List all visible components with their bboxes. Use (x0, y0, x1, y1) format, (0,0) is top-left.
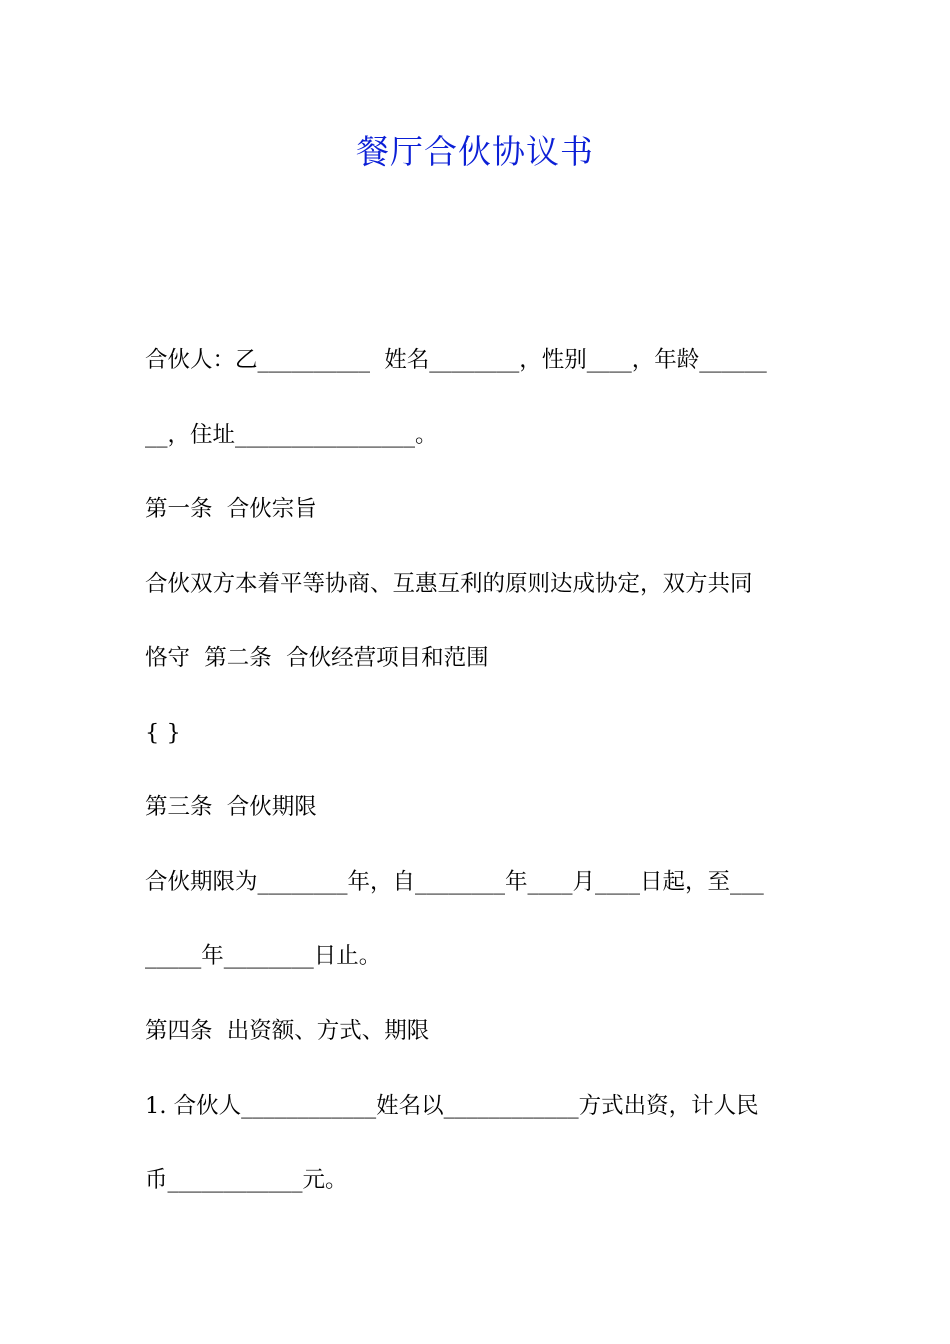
partner-info-line-2: __，住址________________。 (145, 422, 438, 448)
article-2-placeholder: { } (145, 720, 181, 746)
article-3-heading: 第三条 合伙期限 (145, 794, 317, 820)
contribution-line-2: 币____________元。 (145, 1167, 348, 1193)
partner-info-line-1: 合伙人：乙__________ 姓名________，性别____，年龄______ (145, 347, 767, 373)
article-4-heading: 第四条 出资额、方式、期限 (145, 1018, 430, 1044)
article-1-heading: 第一条 合伙宗旨 (145, 496, 317, 522)
document-title: 餐厅合伙协议书 (356, 132, 594, 171)
term-clause-line-1: 合伙期限为________年，自________年____月____日起，至___ (145, 869, 764, 895)
article-1-text-line-1: 合伙双方本着平等协商、互惠互利的原则达成协定，双方共同 (145, 571, 753, 597)
term-clause-line-2: _____年________日止。 (145, 943, 382, 969)
article-1-text-line-2: 恪守 第二条 合伙经营项目和范围 (145, 645, 489, 671)
contribution-line-1: 1. 合伙人____________姓名以____________方式出资，计人民 (145, 1093, 759, 1119)
